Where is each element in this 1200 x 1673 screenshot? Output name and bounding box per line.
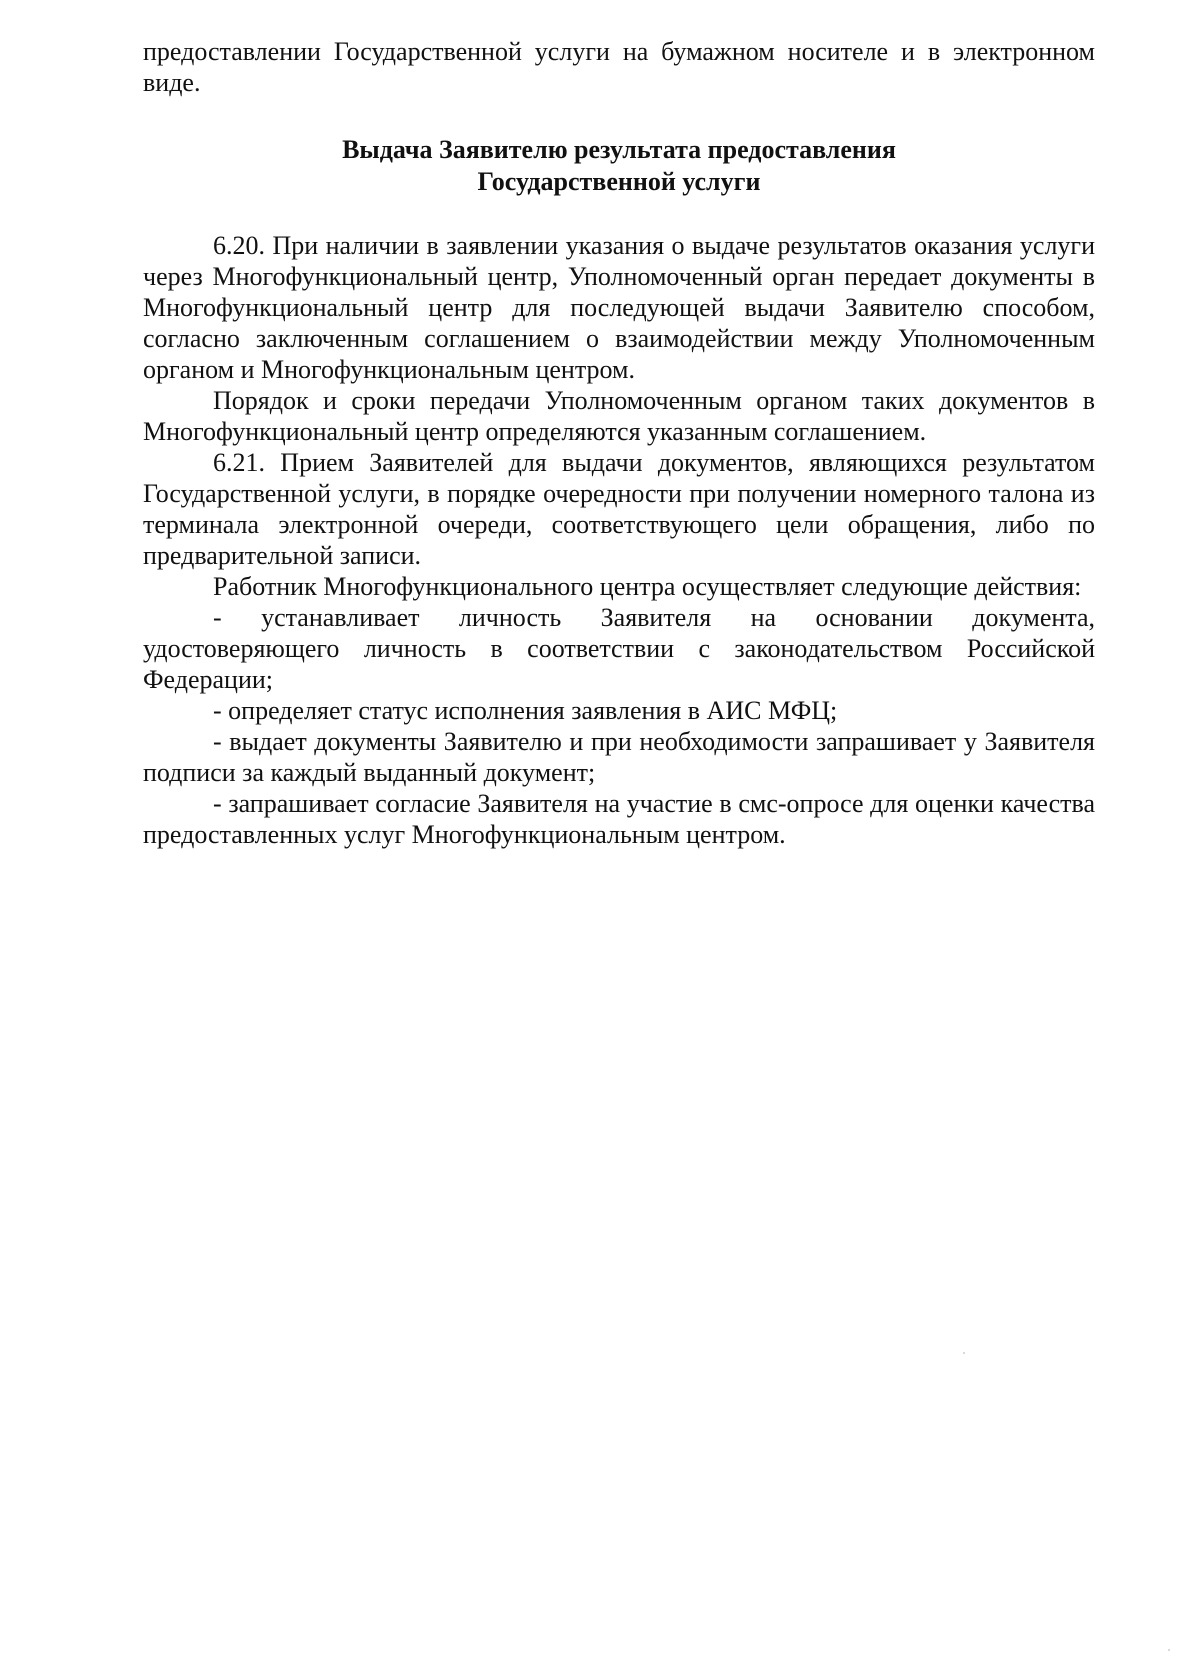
body-text bbox=[143, 230, 1095, 850]
heading-line-1: Выдача Заявителю результата предоставления bbox=[342, 135, 896, 164]
list-item-identity: - устанавливает личность Заявителя на основании документа, удостоверяющего личность в соответствии с законодательством Российской Федерации; bbox=[143, 603, 1095, 694]
paragraph-6-21: 6.21. Прием Заявителей для выдачи документов, являющихся результатом Государственной услуги, в порядке очередности при получении номерного талона из терминала электронной очереди, соответствующего цели обращения, либо по предварительной записи. bbox=[143, 448, 1095, 570]
heading-line-2: Государственной услуги bbox=[477, 167, 761, 196]
scan-speck bbox=[1168, 1649, 1170, 1651]
list-item-issue-documents: - выдает документы Заявителю и при необходимости запрашивает у Заявителя подписи за каждый выданный документ; bbox=[143, 727, 1095, 787]
continuation-paragraph: предоставлении Государственной услуги на бумажном носителе и в электронном виде. bbox=[143, 37, 1095, 97]
paragraph-worker-actions: Работник Многофункционального центра осуществляет следующие действия: bbox=[213, 572, 1082, 601]
paragraph-transfer-order: Порядок и сроки передачи Уполномоченным органом таких документов в Многофункциональный центр определяются указанным соглашением. bbox=[143, 386, 1095, 446]
paragraph-6-20: 6.20. При наличии в заявлении указания о выдаче результатов оказания услуги через Многофункциональный центр, Уполномоченный орган передает документы в Многофункциональный центр для последующей выдачи Заявителю способом, согласно заключенным соглашением о взаимодействии между Уполномоченным органом и Многофункциональным центром. bbox=[143, 231, 1095, 384]
list-item-sms-survey: - запрашивает согласие Заявителя на участие в смс-опросе для оценки качества предоставленных услуг Многофункциональным центром. bbox=[143, 789, 1095, 849]
section-heading bbox=[143, 134, 1095, 198]
scan-speck bbox=[963, 1352, 965, 1354]
continuation-text bbox=[143, 36, 1095, 98]
list-item-status: - определяет статус исполнения заявления в АИС МФЦ; bbox=[213, 696, 838, 725]
